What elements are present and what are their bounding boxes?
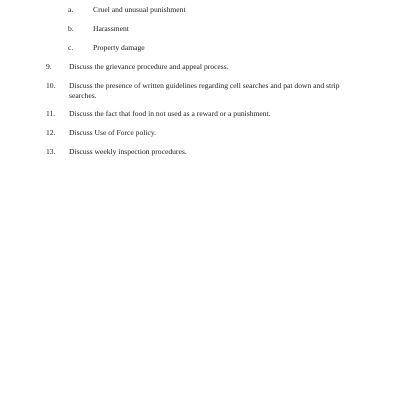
sub-item-b	[68, 24, 368, 36]
item-number: 12.	[46, 128, 56, 137]
sub-item-text: Harassment	[93, 24, 129, 33]
sub-item-a	[68, 5, 368, 17]
sub-item-marker: a.	[68, 5, 74, 14]
item-text: Discuss Use of Force policy.	[69, 128, 157, 137]
sub-item-text: Cruel and unusual punishment	[93, 5, 186, 14]
item-text: Discuss the fact that food in not used as a reward or a punishment.	[69, 109, 271, 118]
sub-item-text: Property damage	[93, 43, 145, 52]
sub-item-c	[68, 43, 368, 55]
item-number: 11.	[46, 109, 56, 118]
item-number: 10.	[46, 81, 56, 90]
item-number: 13.	[46, 147, 56, 156]
sub-item-marker: b.	[68, 24, 74, 33]
item-text: Discuss the grievance procedure and appeal process.	[69, 62, 229, 71]
sub-item-marker: c.	[68, 43, 74, 52]
item-number: 9.	[46, 62, 52, 71]
item-text: Discuss weekly inspection procedures.	[69, 147, 187, 156]
item-text: Discuss the presence of written guidelines regarding cell searches and pat down and strip searches.	[69, 81, 340, 100]
